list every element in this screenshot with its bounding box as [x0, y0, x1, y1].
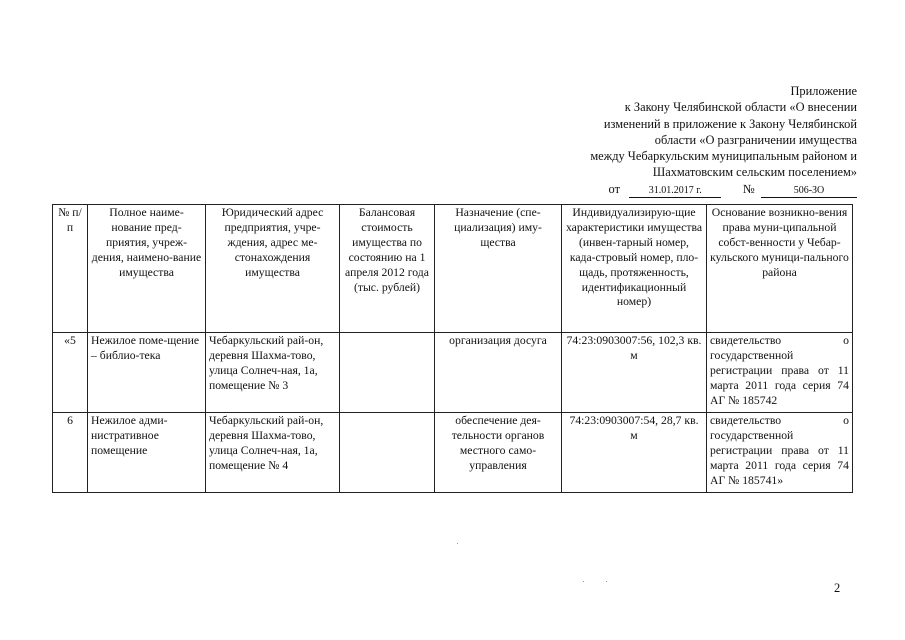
date-prefix: от: [608, 181, 620, 196]
header-line-5: между Чебаркульским муниципальным районом и: [590, 149, 857, 164]
table-row: [53, 333, 853, 413]
row-characteristics: 74:23:0903007:54, 28,7 кв. м: [562, 413, 707, 493]
col-header-purpose: Назначение (спе-циализация) иму-щества: [435, 205, 562, 333]
page-number: 2: [834, 581, 841, 595]
appendix-header: [437, 83, 857, 198]
law-date-number: [437, 181, 857, 198]
row-characteristics: 74:23:0903007:56, 102,3 кв. м: [562, 333, 707, 413]
property-table: [52, 204, 853, 493]
col-header-basis: Основание возникно-вения права муни-ципальной собст-венности у Чебар-кульского муници-пального района: [707, 205, 853, 333]
row-basis: свидетельство о государственной регистрации права от 11 марта 2011 года серия 74 АГ № 185741»: [707, 413, 853, 493]
header-line-4: области «О разграничении имущества: [654, 132, 857, 147]
row-basis: свидетельство о государственной регистрации права от 11 марта 2011 года серия 74 АГ № 185742: [707, 333, 853, 413]
row-name: Нежилое поме-щение – библио-тека: [88, 333, 206, 413]
table-header-row: [53, 205, 853, 333]
row-balance: [340, 333, 435, 413]
row-name: Нежилое адми-нистративное помещение: [88, 413, 206, 493]
law-number: 506-ЗО: [761, 185, 857, 198]
row-purpose: обеспечение дея-тельности органов местного само-управления: [435, 413, 562, 493]
row-address: Чебаркульский рай-он, деревня Шахма-тово, улица Солнеч-ная, 1а, помещение № 3: [206, 333, 340, 413]
row-address: Чебаркульский рай-он, деревня Шахма-тово, улица Солнеч-ная, 1а, помещение № 4: [206, 413, 340, 493]
scan-speck: [606, 581, 607, 582]
col-header-balance: Балансовая стоимость имущества по состоянию на 1 апреля 2012 года (тыс. рублей): [340, 205, 435, 333]
col-header-number: № п/п: [53, 205, 88, 333]
col-header-characteristics: Индивидуализирую-щие характеристики имущества (инвен-тарный номер, када-стровый номер, пло-щадь, протяженность, идентификационный номер): [562, 205, 707, 333]
header-line-2: к Закону Челябинской области «О внесении: [624, 100, 857, 115]
col-header-name: Полное наиме-нование пред-приятия, учреж-дения, наимено-вание имущества: [88, 205, 206, 333]
scan-speck: [583, 581, 584, 582]
row-number: 6: [53, 413, 88, 493]
number-prefix: №: [742, 181, 755, 196]
law-date: 31.01.2017 г.: [629, 185, 721, 198]
row-balance: [340, 413, 435, 493]
col-header-address: Юридический адрес предприятия, учре-ждения, адрес ме-стонахождения имущества: [206, 205, 340, 333]
header-line-6: Шахматовским сельским поселением»: [652, 165, 857, 180]
table-row: [53, 413, 853, 493]
row-purpose: организация досуга: [435, 333, 562, 413]
header-line-1: Приложение: [790, 84, 857, 98]
header-line-3: изменений в приложение к Закону Челябинской: [603, 116, 857, 131]
row-number: «5: [53, 333, 88, 413]
scan-speck: [457, 543, 458, 544]
